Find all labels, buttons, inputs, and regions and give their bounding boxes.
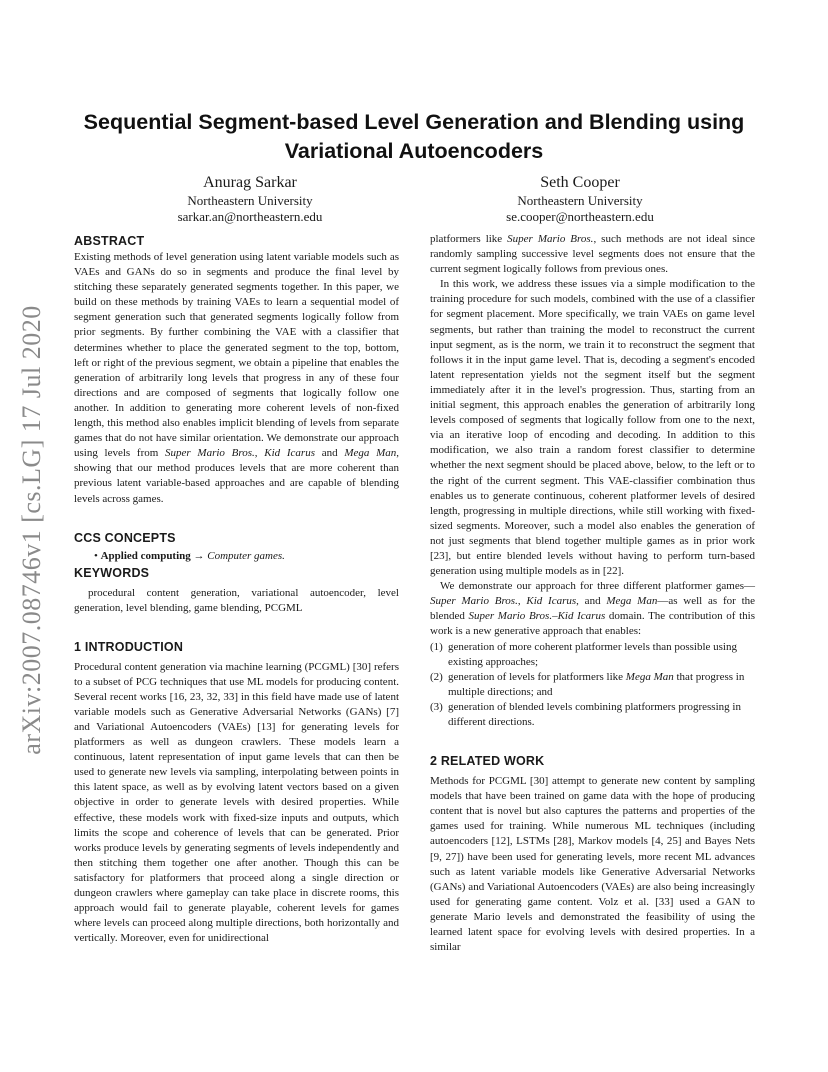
keywords-text: procedural content generation, variational autoencoder, level generation, level blending, game blending, PCGML <box>74 586 399 614</box>
author-name: Anurag Sarkar <box>203 174 297 191</box>
abstract-heading: ABSTRACT <box>74 234 145 248</box>
intro-paragraph-3: We demonstrate our approach for three different platformer games—Super Mario Bros., Kid Icarus, and Mega Man—as well as for the blended Super Mario Bros.–Kid Icarus domain. The contribution of this work is a new generative approach that enables: <box>430 580 756 638</box>
right-column <box>430 232 755 955</box>
ccs-concept: • Applied computing → Computer games. <box>94 549 285 562</box>
author-block-1 <box>100 172 400 225</box>
ccs-heading: CCS CONCEPTS <box>74 530 176 545</box>
intro-paragraph-2: In this work, we address these issues via a simple modification to the training procedure for such models, combined with the use of a classifier for segment placement. More specifically, we train VAEs on game level segments, but rather than training the model to reconstruct the current input segment, as is the norm, we train it to reconstruct the segment that follows it in the input game level. That is, decoding a segment's encoded latent representation yields not the segment itself but the segment immediately after it in the level's progression. Thus, starting from an initial segment, this approach enables the generation of arbitrarily long levels composed of segments that logically follow from one to the next, via an iterative loop of encoding and decoding. In addition to this modification, we also train a random forest classifier to determine whether the next segment should be placed above, below, to the left or to the right of the current segment. This VAE-classifier combination thus enables us to generate continuous, coherent platformer levels of desired length, progressing in multiple directions, while still working with fixed-sized segments. Moreover, such a model also enables the generation of not just segments that blend together multiple games as in prior work [23], but entire blended levels without having to perform turn-based generation using multiple models as in [22]. <box>430 278 755 578</box>
abstract-text: Existing methods of level generation using latent variable models such as VAEs and GANs do so in segments and produce the final level by stitching these separately generated segments together. In this paper, we build on these methods by training VAEs to learn a sequential model of segment generation such that generated segments logically follow from prior segments. By further combining the VAE with a classifier that determines whether to place the generated segment to the top, bottom, left or right of the previous segment, we obtain a pipeline that enables the generation of arbitrarily long levels that progress in any of these four directions and are composed of segments that logically follow one another. In addition to generating more coherent levels of non-fixed length, this method also enables implicit blending of levels from separate games that do not have similar orientation. We demonstrate our approach using levels from Super Mario Bros., Kid Icarus and Mega Man, showing that our method produces levels that are more coherent than previous latent variable-based approaches and are capable of blending levels across games. <box>74 251 400 505</box>
contribution-list <box>430 640 755 731</box>
keywords-heading: KEYWORDS <box>74 565 150 580</box>
related-work-heading: 2 RELATED WORK <box>430 754 545 769</box>
author-block-2 <box>430 172 730 225</box>
left-column <box>74 232 399 946</box>
author-affiliation: Northeastern University <box>517 193 643 208</box>
list-item: (2) generation of levels for platformers like Mega Man that progress in multiple directions; and <box>430 670 745 698</box>
related-work-text: Methods for PCGML [30] attempt to generate new content by sampling models that have been trained on game data with the hope of producing content that is novel but also captures the patterns and properties of the games used for training. While numerous ML techniques (including autoencoders [12], LSTMs [28], Markov models [4, 25] and Bayes Nets [9, 27]) have been used for generating levels, more recent ML advances such as latent variable models like Generative Adversarial Networks (GANs) and Variational Autoencoders (VAEs) are also being increasingly used for generating game content. Volz et al. [33] used a GAN to generate Mario levels and demonstrated the feasibility of using the learned latent space for evolving levels with desired properties. In a similar <box>430 775 755 954</box>
intro-text: Procedural content generation via machine learning (PCGML) [30] refers to a subset of PCG techniques that use ML models for producing content. Several recent works [16, 23, 32, 33] in this field have made use of latent variable models such as Generative Adversarial Networks (GANs) [7] and Variational Autoencoders (VAEs) [13] for generating levels for platformers as well as dungeon crawlers. These models learn a continuous, latent representation of input game levels that can then be used to generate new levels via sampling, interpolating between points in this latent space, as well as by evolving latent vectors based on a given objective in order to generate levels with desired properties. While effective, these models work with fixed-size inputs and outputs, which limits the scope and coherence of levels that can be generated. Prior works produce levels by generating segments of levels independently and then stitching them together one after another. Though this can be satisfactory for platformers that proceed along a single direction or dungeon crawlers where gameplay can take place in discrete rooms, this approach would fail to generate playable, coherent levels for games where levels can proceed along multiple directions, both horizontally and vertically. Moreover, even for unidirectional <box>74 660 399 945</box>
arxiv-watermark: arXiv:2007.08746v1 [cs.LG] 17 Jul 2020 <box>17 305 46 755</box>
author-email: se.cooper@northeastern.edu <box>506 209 654 224</box>
list-item: (1) generation of more coherent platformer levels than possible using existing approaches; <box>430 640 737 668</box>
author-email: sarkar.an@northeastern.edu <box>177 209 323 224</box>
intro-heading: 1 INTRODUCTION <box>74 639 184 654</box>
author-name: Seth Cooper <box>540 174 620 191</box>
list-item: (3) generation of blended levels combining platformers progressing in different directions. <box>430 700 741 728</box>
author-affiliation: Northeastern University <box>187 193 313 208</box>
intro-continued: platformers like Super Mario Bros., such methods are not ideal since randomly sampling successive level segments does not ensure that the current segment logically follows from previous ones. <box>430 233 755 276</box>
paper-title: Sequential Segment-based Level Generation and Blending using Variational Autoencoders <box>83 110 745 163</box>
